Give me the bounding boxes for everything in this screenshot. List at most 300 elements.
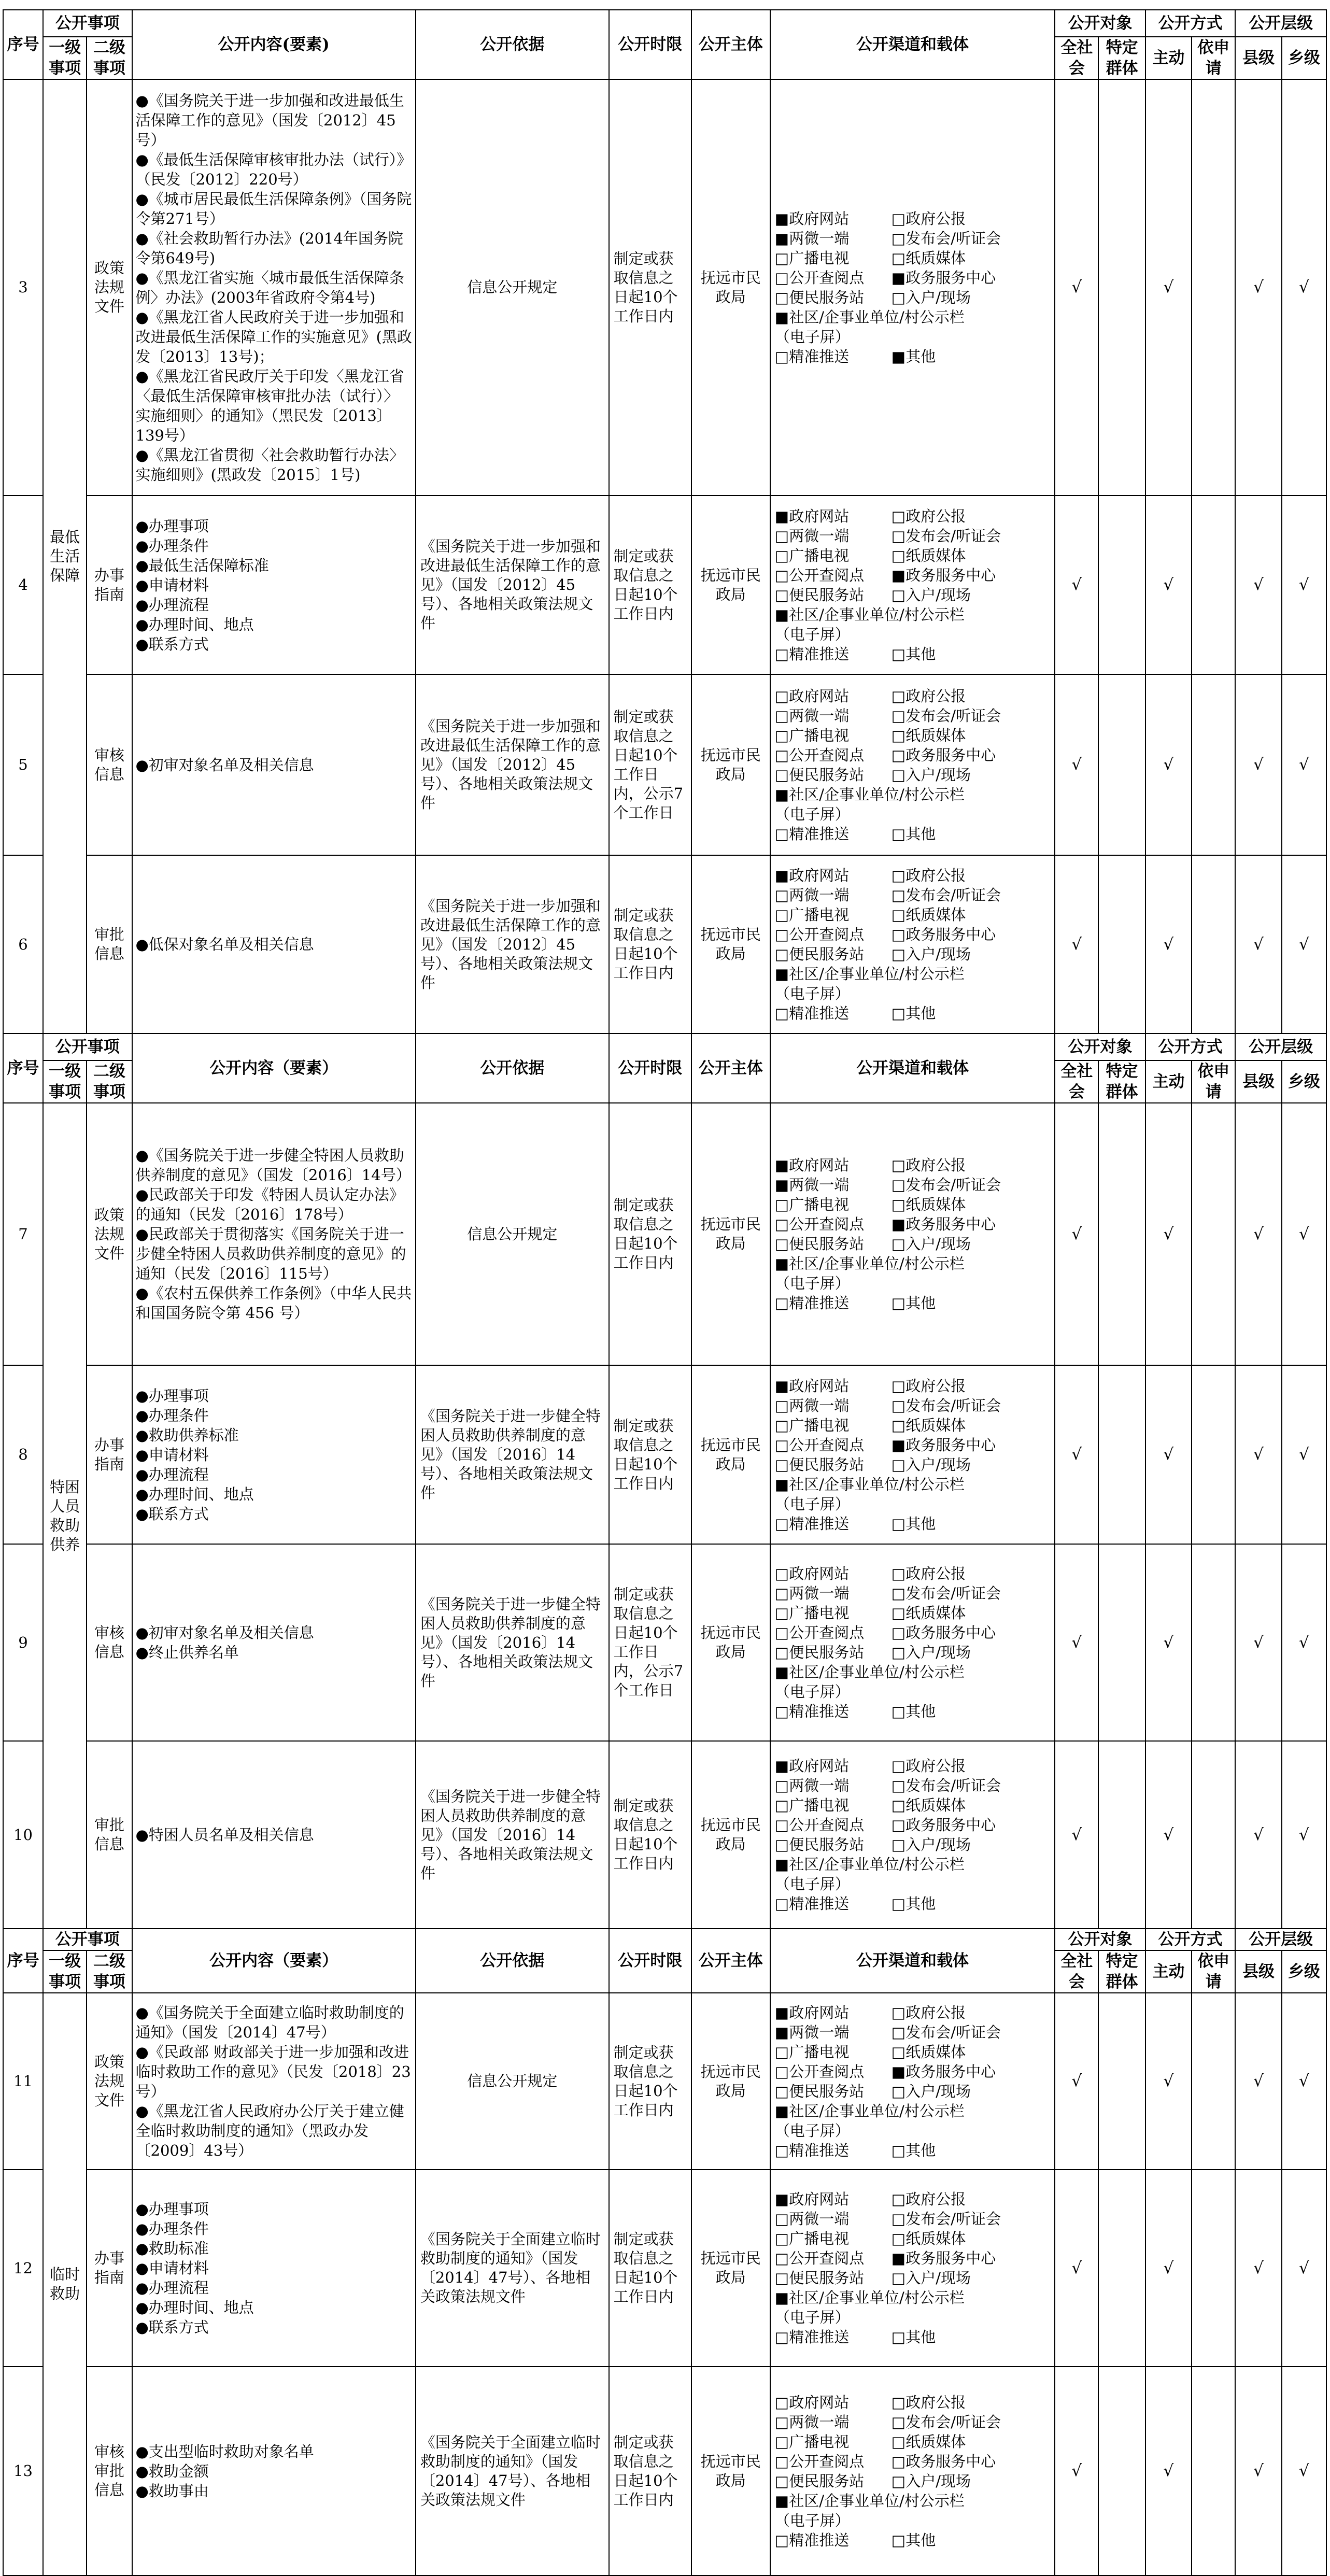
- mark-level-county: √: [1235, 496, 1281, 674]
- table-row: [3, 79, 1326, 496]
- mark-mode-active: √: [1145, 855, 1192, 1034]
- channel-gov-site: ■政府网站: [774, 2190, 850, 2208]
- row-time-limit: 制定或获取信息之日起10个工作日内: [609, 2367, 691, 2575]
- row-subject: 抚远市民政局: [691, 79, 770, 496]
- header-level-township: 乡级: [1282, 1060, 1326, 1103]
- content-item: ●《黑龙江省人民政府关于进一步加强和改进最低生活保障工作的实施意见》(黑政发〔2013〕13号)；: [135, 308, 412, 365]
- channel-screen: （电子屏）: [774, 2511, 850, 2529]
- channel-broadcast: □广播电视: [774, 249, 850, 267]
- row-time-limit: 制定或获取信息之日起10个工作日内: [609, 2170, 691, 2367]
- channel-two-micro: □两微一端: [774, 2413, 850, 2431]
- channel-gov-site: ■政府网站: [774, 2003, 850, 2021]
- mark-level-township: √: [1282, 2170, 1326, 2367]
- channel-push: □精准推送: [774, 1004, 850, 1022]
- row-time-limit: 制定或获取信息之日起10个工作日内: [609, 1365, 691, 1544]
- table-row: [3, 2170, 1326, 2367]
- channel-two-micro: □两微一端: [774, 886, 850, 904]
- header-target-all: 全社会: [1055, 37, 1098, 79]
- channel-gov-gazette: □政府公报: [891, 507, 966, 525]
- header-mode: 公开方式: [1145, 10, 1236, 37]
- mark-mode-request: [1192, 674, 1235, 855]
- channel-list: [775, 209, 1054, 366]
- disclosure-table: [3, 9, 1327, 2576]
- content-item: ●救助金额: [135, 2462, 209, 2480]
- channel-service-center: □政务服务中心: [891, 1624, 996, 1641]
- row-time-limit: 制定或获取信息之日起10个工作日内，公示7个工作日: [609, 674, 691, 855]
- header-mode: 公开方式: [1145, 1034, 1236, 1060]
- channel-community: ■社区/企事业单位/村公示栏: [774, 965, 965, 983]
- row-basis: 《国务院关于全面建立临时救助制度的通知》（国发〔2014〕47号）、各地相关政策法规文件: [416, 2170, 609, 2367]
- channel-list: [775, 2003, 1054, 2160]
- row-seq: 13: [3, 2367, 43, 2575]
- mark-level-township: √: [1282, 1544, 1326, 1741]
- content-item: ●办理事项: [135, 517, 209, 535]
- mark-level-township: √: [1282, 1993, 1326, 2170]
- content-item: ●办理流程: [135, 1465, 209, 1483]
- header-content: 公开内容（要素）: [132, 1929, 416, 1993]
- channel-gov-gazette: □政府公报: [891, 2003, 966, 2021]
- row-basis: 信息公开规定: [416, 1993, 609, 2170]
- header-row: [3, 1034, 1326, 1060]
- channel-push: □精准推送: [774, 2328, 850, 2346]
- mark-mode-request: [1192, 2367, 1235, 2575]
- channel-broadcast: □广播电视: [774, 2043, 850, 2061]
- channel-screen: （电子屏）: [774, 1875, 850, 1893]
- mark-mode-request: [1192, 496, 1235, 674]
- content-item: ●《黑龙江省贯彻〈社会救助暂行办法〉实施细则》(黑政发〔2015〕1号): [135, 446, 404, 484]
- mark-target-specific: [1098, 674, 1145, 855]
- mark-mode-active: √: [1145, 1741, 1192, 1929]
- header-target-specific: 特定群体: [1098, 37, 1145, 79]
- channel-paper: □纸质媒体: [891, 1604, 966, 1622]
- header-target: 公开对象: [1055, 1034, 1145, 1060]
- channel-press: □发布会/听证会: [891, 886, 1001, 904]
- channel-community: ■社区/企事业单位/村公示栏: [774, 785, 965, 803]
- channel-gov-gazette: □政府公报: [891, 1565, 966, 1582]
- header-level2: 二级事项: [87, 37, 132, 79]
- channel-other: □其他: [891, 2141, 936, 2159]
- mark-target-all: √: [1055, 1365, 1098, 1544]
- channel-community: ■社区/企事业单位/村公示栏: [774, 308, 965, 326]
- channel-list: [775, 1564, 1054, 1721]
- content-item: ●办理条件: [135, 536, 209, 555]
- header-level-county: 县级: [1235, 1060, 1281, 1103]
- channel-paper: □纸质媒体: [891, 2230, 966, 2247]
- channel-paper: □纸质媒体: [891, 1416, 966, 1434]
- channel-screen: （电子屏）: [774, 1683, 850, 1701]
- channel-paper: □纸质媒体: [891, 546, 966, 564]
- channel-press: □发布会/听证会: [891, 1396, 1001, 1414]
- table-row: [3, 2367, 1326, 2575]
- channel-gov-site: ■政府网站: [774, 1377, 850, 1395]
- content-item: ●联系方式: [135, 1505, 209, 1523]
- channel-two-micro: □两微一端: [774, 2210, 850, 2228]
- row-seq: 7: [3, 1103, 43, 1365]
- mark-level-county: √: [1235, 2367, 1281, 2575]
- header-category: 公开事项: [43, 1034, 132, 1060]
- channel-service-station: □便民服务站: [774, 2082, 865, 2100]
- content-item: ●申请材料: [135, 576, 209, 594]
- header-content: 公开内容(要素): [132, 10, 416, 79]
- mark-target-specific: [1098, 855, 1145, 1034]
- channel-gov-gazette: □政府公报: [891, 1377, 966, 1395]
- header-level2: 二级事项: [87, 1950, 132, 1993]
- content-item: ●特困人员名单及相关信息: [135, 1826, 314, 1844]
- channel-gov-gazette: □政府公报: [891, 1757, 966, 1775]
- channel-service-center: ■政务服务中心: [891, 566, 996, 584]
- channel-screen: （电子屏）: [774, 2121, 850, 2140]
- content-item: ●《国务院关于进一步加强和改进最低生活保障工作的意见》（国发〔2012〕45号）: [135, 91, 404, 149]
- channel-list: [775, 506, 1054, 664]
- row-subject: 抚远市民政局: [691, 1365, 770, 1544]
- channel-press: □发布会/听证会: [891, 1777, 1001, 1794]
- channel-service-center: ■政务服务中心: [891, 2249, 996, 2267]
- header-subject: 公开主体: [691, 1929, 770, 1993]
- channel-other: □其他: [891, 825, 936, 843]
- channel-service-station: □便民服务站: [774, 1644, 865, 1661]
- row-basis: 信息公开规定: [416, 1103, 609, 1365]
- mark-level-county: √: [1235, 1544, 1281, 1741]
- channel-broadcast: □广播电视: [774, 546, 850, 564]
- row-sub-item: 政策法规文件: [87, 1993, 132, 2170]
- mark-level-township: √: [1282, 674, 1326, 855]
- row-seq: 3: [3, 79, 43, 496]
- header-mode-request: 依申请: [1192, 1060, 1235, 1103]
- mark-target-specific: [1098, 1544, 1145, 1741]
- channels-cell: [770, 79, 1055, 496]
- channel-broadcast: □广播电视: [774, 2230, 850, 2247]
- content-item: ●申请材料: [135, 1446, 209, 1464]
- channel-community: ■社区/企事业单位/村公示栏: [774, 1856, 965, 1873]
- row-time-limit: 制定或获取信息之日起10个工作日内: [609, 79, 691, 496]
- mark-target-specific: [1098, 496, 1145, 674]
- mark-target-specific: [1098, 79, 1145, 496]
- mark-target-all: √: [1055, 1103, 1098, 1365]
- mark-mode-request: [1192, 1993, 1235, 2170]
- mark-target-all: √: [1055, 855, 1098, 1034]
- mark-level-township: √: [1282, 1103, 1326, 1365]
- content-item: ●办理流程: [135, 596, 209, 614]
- header-mode-request: 依申请: [1192, 37, 1235, 79]
- channel-service-center: ■政务服务中心: [891, 1436, 996, 1454]
- row-sub-item: 审核信息: [87, 674, 132, 855]
- group-name: 特困人员救助供养: [43, 1103, 87, 1929]
- mark-mode-active: √: [1145, 1993, 1192, 2170]
- channel-service-station: □便民服务站: [774, 1455, 865, 1474]
- channel-community: ■社区/企事业单位/村公示栏: [774, 605, 965, 624]
- row-content: [132, 674, 416, 855]
- content-item: ●初审对象名单及相关信息: [135, 1624, 314, 1641]
- row-content: [132, 496, 416, 674]
- row-subject: 抚远市民政局: [691, 1544, 770, 1741]
- row-content: [132, 1103, 416, 1365]
- header-time-limit: 公开时限: [609, 1929, 691, 1993]
- header-level: 公开层级: [1235, 1929, 1326, 1950]
- channel-push: □精准推送: [774, 1703, 850, 1720]
- header-mode: 公开方式: [1145, 1929, 1236, 1950]
- mark-target-specific: [1098, 1365, 1145, 1544]
- channel-service-center: ■政务服务中心: [891, 2062, 996, 2080]
- channel-press: □发布会/听证会: [891, 1584, 1001, 1602]
- channel-screen: （电子屏）: [774, 1275, 850, 1292]
- row-content: [132, 855, 416, 1034]
- header-subject: 公开主体: [691, 1034, 770, 1103]
- row-subject: 抚远市民政局: [691, 1993, 770, 2170]
- row-time-limit: 制定或获取信息之日起10个工作日内: [609, 1741, 691, 1929]
- channel-query-point: □公开查阅点: [774, 746, 865, 764]
- channel-service-center: □政务服务中心: [891, 1816, 996, 1834]
- content-item: ●《农村五保供养工作条例》（中华人民共和国国务院令第 456 号）: [135, 1284, 412, 1322]
- content-item: ●初审对象名单及相关信息: [135, 756, 314, 774]
- header-seq: 序号: [3, 1034, 43, 1103]
- channel-service-center: □政务服务中心: [891, 2452, 996, 2470]
- header-target-all: 全社会: [1055, 1060, 1098, 1103]
- header-time-limit: 公开时限: [609, 1034, 691, 1103]
- content-item: ●办理事项: [135, 1386, 209, 1405]
- content-item: ●联系方式: [135, 2318, 209, 2336]
- mark-target-all: √: [1055, 496, 1098, 674]
- channels-cell: [770, 1544, 1055, 1741]
- row-content: [132, 2170, 416, 2367]
- channel-two-micro: □两微一端: [774, 706, 850, 725]
- channel-gov-site: □政府网站: [774, 2393, 850, 2411]
- content-item: ●申请材料: [135, 2259, 209, 2277]
- mark-target-specific: [1098, 1103, 1145, 1365]
- channel-query-point: □公开查阅点: [774, 926, 865, 943]
- mark-mode-active: √: [1145, 1103, 1192, 1365]
- header-mode-active: 主动: [1145, 37, 1192, 79]
- row-sub-item: 办事指南: [87, 2170, 132, 2367]
- channel-paper: □纸质媒体: [891, 1796, 966, 1814]
- mark-mode-request: [1192, 2170, 1235, 2367]
- channel-paper: □纸质媒体: [891, 2432, 966, 2451]
- channel-press: □发布会/听证会: [891, 229, 1001, 247]
- channel-two-micro: ■两微一端: [774, 229, 850, 247]
- mark-mode-request: [1192, 1365, 1235, 1544]
- mark-mode-active: √: [1145, 496, 1192, 674]
- channel-gov-site: □政府网站: [774, 687, 850, 705]
- channel-other: □其他: [891, 1004, 936, 1022]
- content-item: ●办理流程: [135, 2279, 209, 2297]
- channel-door: □入户/现场: [891, 945, 971, 963]
- row-basis: 《国务院关于进一步加强和改进最低生活保障工作的意见》（国发〔2012〕45号）、各地相关政策法规文件: [416, 496, 609, 674]
- channels-cell: [770, 1741, 1055, 1929]
- mark-level-county: √: [1235, 79, 1281, 496]
- content-item: ●救助事由: [135, 2482, 209, 2500]
- header-level1: 一级事项: [43, 1060, 87, 1103]
- channel-other: ■其他: [891, 347, 936, 365]
- mark-level-township: √: [1282, 496, 1326, 674]
- channel-community: ■社区/企事业单位/村公示栏: [774, 1255, 965, 1272]
- channel-push: □精准推送: [774, 347, 850, 365]
- content-item: ●低保对象名单及相关信息: [135, 936, 314, 953]
- row-basis: 《国务院关于进一步健全特困人员救助供养制度的意见》（国发〔2016〕14号）、各地相关政策法规文件: [416, 1544, 609, 1741]
- mark-target-all: √: [1055, 1741, 1098, 1929]
- header-row: [3, 10, 1326, 37]
- channel-query-point: □公开查阅点: [774, 566, 865, 584]
- channel-other: □其他: [891, 1294, 936, 1312]
- channel-broadcast: □广播电视: [774, 1416, 850, 1434]
- channel-list: [775, 1756, 1054, 1914]
- row-content: [132, 1993, 416, 2170]
- channel-door: □入户/现场: [891, 1235, 971, 1253]
- mark-level-township: √: [1282, 1741, 1326, 1929]
- header-level-township: 乡级: [1282, 1950, 1326, 1993]
- channel-door: □入户/现场: [891, 2082, 971, 2100]
- content-item: ●办理条件: [135, 2220, 209, 2238]
- row-basis: 《国务院关于进一步健全特困人员救助供养制度的意见》（国发〔2016〕14号）、各地相关政策法规文件: [416, 1741, 609, 1929]
- channel-broadcast: □广播电视: [774, 1796, 850, 1814]
- channels-cell: [770, 1993, 1055, 2170]
- channel-service-station: □便民服务站: [774, 1235, 865, 1253]
- channel-service-station: □便民服务站: [774, 2269, 865, 2287]
- row-seq: 9: [3, 1544, 43, 1741]
- row-content: [132, 1741, 416, 1929]
- content-item: ●民政部关于贯彻落实《国务院关于进一步健全特困人员救助供养制度的意见》的通知（民发〔2016〕115号）: [135, 1225, 406, 1282]
- mark-target-specific: [1098, 1993, 1145, 2170]
- content-item: ●办理时间、地点: [135, 615, 254, 633]
- row-sub-item: 办事指南: [87, 1365, 132, 1544]
- mark-mode-request: [1192, 1103, 1235, 1365]
- header-seq: 序号: [3, 1929, 43, 1993]
- channel-gov-site: ■政府网站: [774, 867, 850, 884]
- mark-level-county: √: [1235, 2170, 1281, 2367]
- header-channels: 公开渠道和载体: [770, 1034, 1055, 1103]
- row-content: [132, 1544, 416, 1741]
- channel-screen: （电子屏）: [774, 328, 850, 346]
- mark-target-specific: [1098, 2170, 1145, 2367]
- channel-screen: （电子屏）: [774, 1495, 850, 1513]
- content-item: ●救助供养标准: [135, 1426, 239, 1444]
- header-row: [3, 1929, 1326, 1950]
- channel-push: □精准推送: [774, 1895, 850, 1913]
- channel-door: □入户/现场: [891, 288, 971, 306]
- channel-screen: （电子屏）: [774, 2309, 850, 2326]
- header-content: 公开内容（要素）: [132, 1034, 416, 1103]
- row-subject: 抚远市民政局: [691, 1103, 770, 1365]
- mark-target-all: √: [1055, 674, 1098, 855]
- channel-query-point: □公开查阅点: [774, 1816, 865, 1834]
- row-seq: 8: [3, 1365, 43, 1544]
- channel-gov-gazette: □政府公报: [891, 2393, 966, 2411]
- channel-other: □其他: [891, 1895, 936, 1913]
- mark-target-all: √: [1055, 1993, 1098, 2170]
- channel-community: ■社区/企事业单位/村公示栏: [774, 2492, 965, 2510]
- channel-list: [775, 2189, 1054, 2347]
- channel-two-micro: ■两微一端: [774, 1176, 850, 1194]
- content-item: ●《国务院关于全面建立临时救助制度的通知》（国发〔2014〕47号）: [135, 2003, 404, 2041]
- channel-community: ■社区/企事业单位/村公示栏: [774, 2289, 965, 2306]
- row-sub-item: 审核信息: [87, 1544, 132, 1741]
- header-target-specific: 特定群体: [1098, 1950, 1145, 1993]
- mark-level-township: √: [1282, 79, 1326, 496]
- mark-target-all: √: [1055, 1544, 1098, 1741]
- channel-press: □发布会/听证会: [891, 2023, 1001, 2041]
- channel-push: □精准推送: [774, 825, 850, 843]
- channel-broadcast: □广播电视: [774, 2432, 850, 2451]
- mark-mode-request: [1192, 1544, 1235, 1741]
- header-channels: 公开渠道和载体: [770, 1929, 1055, 1993]
- mark-level-county: √: [1235, 1993, 1281, 2170]
- header-level1: 一级事项: [43, 37, 87, 79]
- row-seq: 11: [3, 1993, 43, 2170]
- content-item: ●救助标准: [135, 2240, 209, 2257]
- channel-list: [775, 866, 1054, 1023]
- channel-press: □发布会/听证会: [891, 2413, 1001, 2431]
- header-level1: 一级事项: [43, 1950, 87, 1993]
- channel-press: □发布会/听证会: [891, 1176, 1001, 1194]
- row-subject: 抚远市民政局: [691, 855, 770, 1034]
- mark-mode-active: √: [1145, 79, 1192, 496]
- row-sub-item: 审核审批信息: [87, 2367, 132, 2575]
- channel-door: □入户/现场: [891, 2472, 971, 2490]
- channel-other: □其他: [891, 1703, 936, 1720]
- header-mode-request: 依申请: [1192, 1950, 1235, 1993]
- header-level-county: 县级: [1235, 1950, 1281, 1993]
- channels-cell: [770, 674, 1055, 855]
- channel-service-center: ■政务服务中心: [891, 268, 996, 287]
- header-seq: 序号: [3, 10, 43, 79]
- row-seq: 10: [3, 1741, 43, 1929]
- mark-mode-active: √: [1145, 674, 1192, 855]
- mark-mode-active: √: [1145, 2170, 1192, 2367]
- row-subject: 抚远市民政局: [691, 2367, 770, 2575]
- header-basis: 公开依据: [416, 1929, 609, 1993]
- channel-service-station: □便民服务站: [774, 766, 865, 784]
- channel-gov-site: ■政府网站: [774, 1156, 850, 1174]
- row-seq: 6: [3, 855, 43, 1034]
- mark-level-county: √: [1235, 1103, 1281, 1365]
- channel-other: □其他: [891, 645, 936, 663]
- channel-gov-site: ■政府网站: [774, 209, 850, 228]
- row-time-limit: 制定或获取信息之日起10个工作日内: [609, 855, 691, 1034]
- header-target-specific: 特定群体: [1098, 1060, 1145, 1103]
- header-category: 公开事项: [43, 10, 132, 37]
- channel-two-micro: □两微一端: [774, 1584, 850, 1602]
- header-channels: 公开渠道和载体: [770, 10, 1055, 79]
- content-item: ●办理时间、地点: [135, 2299, 254, 2316]
- table-row: [3, 855, 1326, 1034]
- channel-broadcast: □广播电视: [774, 906, 850, 924]
- mark-target-specific: [1098, 2367, 1145, 2575]
- content-item: ●《最低生活保障审核审批办法（试行）》（民发〔2012〕220号）: [135, 150, 412, 188]
- channel-service-station: □便民服务站: [774, 1836, 865, 1853]
- channel-press: □发布会/听证会: [891, 706, 1001, 725]
- row-subject: 抚远市民政局: [691, 674, 770, 855]
- channel-push: □精准推送: [774, 2531, 850, 2549]
- table-row: [3, 1365, 1326, 1544]
- channel-screen: （电子屏）: [774, 985, 850, 1002]
- mark-level-county: √: [1235, 1365, 1281, 1544]
- channel-paper: □纸质媒体: [891, 2043, 966, 2061]
- channel-two-micro: □两微一端: [774, 1396, 850, 1414]
- header-target: 公开对象: [1055, 10, 1145, 37]
- channel-paper: □纸质媒体: [891, 726, 966, 744]
- channel-paper: □纸质媒体: [891, 1196, 966, 1213]
- channel-gov-gazette: □政府公报: [891, 687, 966, 705]
- channel-door: □入户/现场: [891, 1836, 971, 1853]
- table-row: [3, 1103, 1326, 1365]
- row-subject: 抚远市民政局: [691, 2170, 770, 2367]
- channel-other: □其他: [891, 1515, 936, 1533]
- channel-door: □入户/现场: [891, 1455, 971, 1474]
- channel-paper: □纸质媒体: [891, 249, 966, 267]
- mark-level-county: √: [1235, 1741, 1281, 1929]
- row-time-limit: 制定或获取信息之日起10个工作日内: [609, 1103, 691, 1365]
- header-time-limit: 公开时限: [609, 10, 691, 79]
- channel-gov-site: ■政府网站: [774, 507, 850, 525]
- header-subject: 公开主体: [691, 10, 770, 79]
